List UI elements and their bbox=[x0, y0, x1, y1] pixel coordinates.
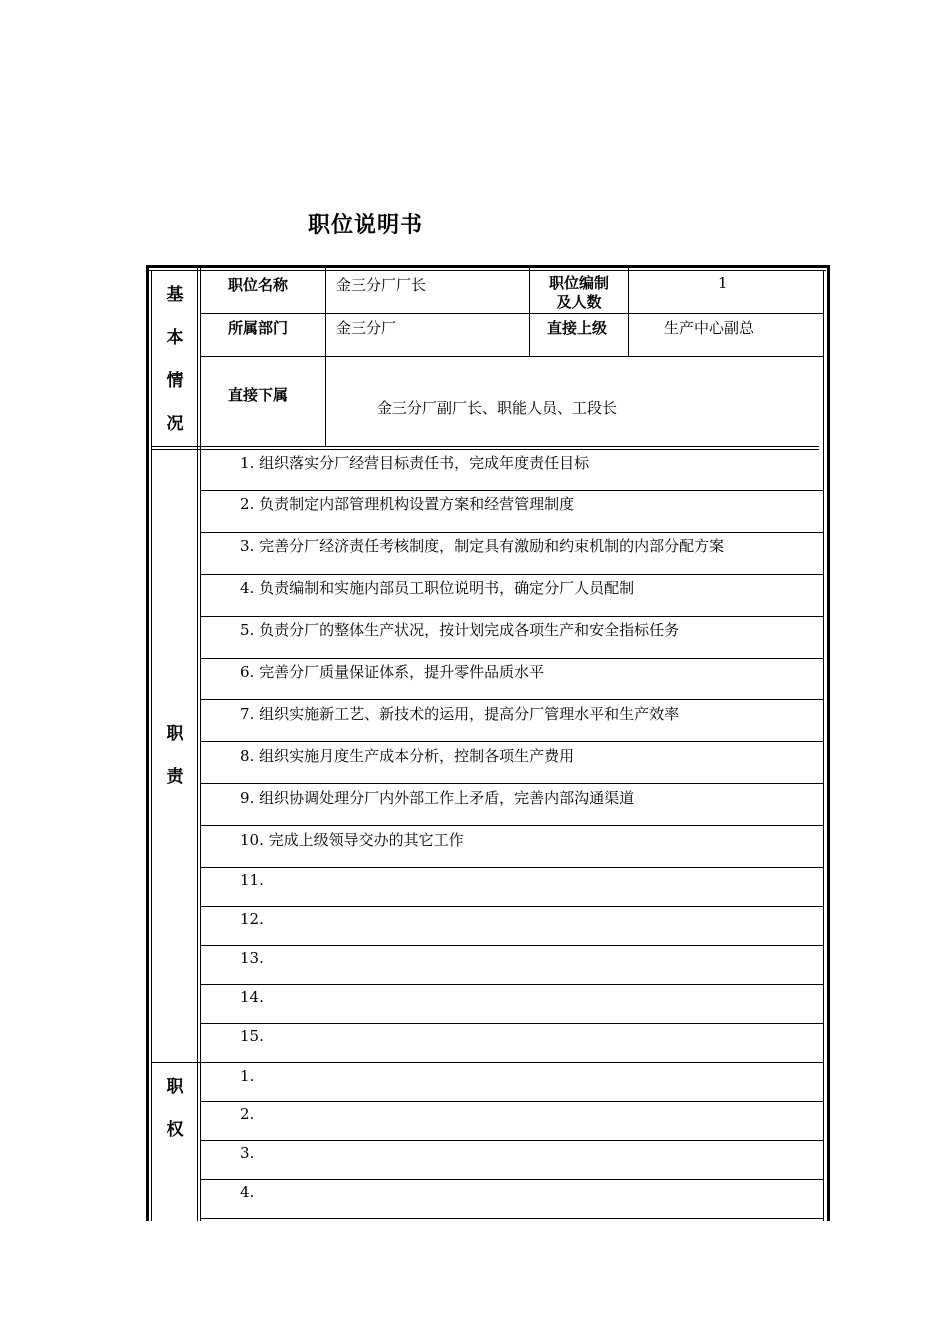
col-divider bbox=[325, 268, 326, 446]
authority-item: 2. bbox=[240, 1105, 255, 1123]
row-divider bbox=[200, 1140, 823, 1141]
headcount-value: 1 bbox=[718, 274, 728, 292]
superior-value: 生产中心副总 bbox=[664, 319, 755, 337]
section-label-basic: 基 本 情 况 bbox=[166, 285, 184, 434]
table-left-border bbox=[146, 265, 149, 1221]
table-left-border-inner bbox=[151, 270, 152, 1221]
duty-item: 13. bbox=[240, 949, 264, 967]
row-divider bbox=[200, 699, 823, 700]
row-divider bbox=[200, 945, 823, 946]
duty-item: 2. 负责制定内部管理机构设置方案和经营管理制度 bbox=[240, 495, 575, 513]
section-divider bbox=[151, 449, 819, 450]
side-column-divider bbox=[197, 268, 198, 1221]
row-divider bbox=[200, 783, 823, 784]
duty-item: 4. 负责编制和实施内部员工职位说明书，确定分厂人员配制 bbox=[240, 579, 635, 597]
row-divider bbox=[200, 1101, 823, 1102]
subordinates-label: 直接下属 bbox=[228, 386, 289, 404]
table-right-border bbox=[827, 265, 830, 1221]
row-divider bbox=[200, 1023, 823, 1024]
department-label: 所属部门 bbox=[228, 319, 289, 337]
authority-item: 3. bbox=[240, 1144, 255, 1162]
authority-item: 1. bbox=[240, 1067, 255, 1085]
duty-item: 15. bbox=[240, 1027, 264, 1045]
row-divider bbox=[200, 1179, 823, 1180]
subordinates-value: 金三分厂副厂长、职能人员、工段长 bbox=[377, 399, 618, 417]
duty-item: 11. bbox=[240, 871, 264, 889]
row-divider bbox=[200, 574, 823, 575]
table-bottom-border bbox=[200, 1218, 823, 1219]
table-top-border-inner bbox=[146, 270, 826, 271]
table-top-border bbox=[146, 265, 830, 268]
section-divider bbox=[151, 1062, 823, 1063]
row-divider bbox=[200, 313, 823, 314]
row-divider bbox=[200, 532, 823, 533]
position-name-label: 职位名称 bbox=[228, 276, 289, 294]
duty-item: 6. 完善分厂质量保证体系，提升零件品质水平 bbox=[240, 663, 545, 681]
row-divider bbox=[200, 356, 823, 357]
duty-item: 8. 组织实施月度生产成本分析，控制各项生产费用 bbox=[240, 747, 575, 765]
duty-item: 3. 完善分厂经济责任考核制度，制定具有激励和约束机制的内部分配方案 bbox=[240, 537, 725, 555]
row-divider bbox=[200, 658, 823, 659]
row-divider bbox=[200, 867, 823, 868]
duty-item: 12. bbox=[240, 910, 264, 928]
table-right-border-inner bbox=[823, 270, 824, 1221]
section-label-duties: 职 责 bbox=[166, 724, 184, 787]
section-label-authority: 职 权 bbox=[166, 1077, 184, 1140]
row-divider bbox=[200, 984, 823, 985]
side-column-divider-2 bbox=[200, 268, 201, 1221]
row-divider bbox=[200, 906, 823, 907]
duty-item: 10. 完成上级领导交办的其它工作 bbox=[240, 831, 464, 849]
department-value: 金三分厂 bbox=[336, 319, 397, 337]
authority-item: 4. bbox=[240, 1183, 255, 1201]
superior-label: 直接上级 bbox=[547, 319, 608, 337]
duty-item: 7. 组织实施新工艺、新技术的运用，提高分厂管理水平和生产效率 bbox=[240, 705, 680, 723]
row-divider bbox=[200, 741, 823, 742]
row-divider bbox=[200, 616, 823, 617]
document-title: 职位说明书 bbox=[308, 213, 424, 238]
headcount-label: 职位编制 及人数 bbox=[548, 274, 609, 311]
position-name-value: 金三分厂厂长 bbox=[336, 276, 427, 294]
duty-item: 5. 负责分厂的整体生产状况，按计划完成各项生产和安全指标任务 bbox=[240, 621, 680, 639]
duty-item: 1. 组织落实分厂经营目标责任书，完成年度责任目标 bbox=[240, 454, 590, 472]
section-divider bbox=[151, 446, 819, 447]
row-divider bbox=[200, 825, 823, 826]
col-divider bbox=[628, 268, 629, 356]
duty-item: 14. bbox=[240, 988, 264, 1006]
duty-item: 9. 组织协调处理分厂内外部工作上矛盾，完善内部沟通渠道 bbox=[240, 789, 635, 807]
row-divider bbox=[200, 490, 823, 491]
